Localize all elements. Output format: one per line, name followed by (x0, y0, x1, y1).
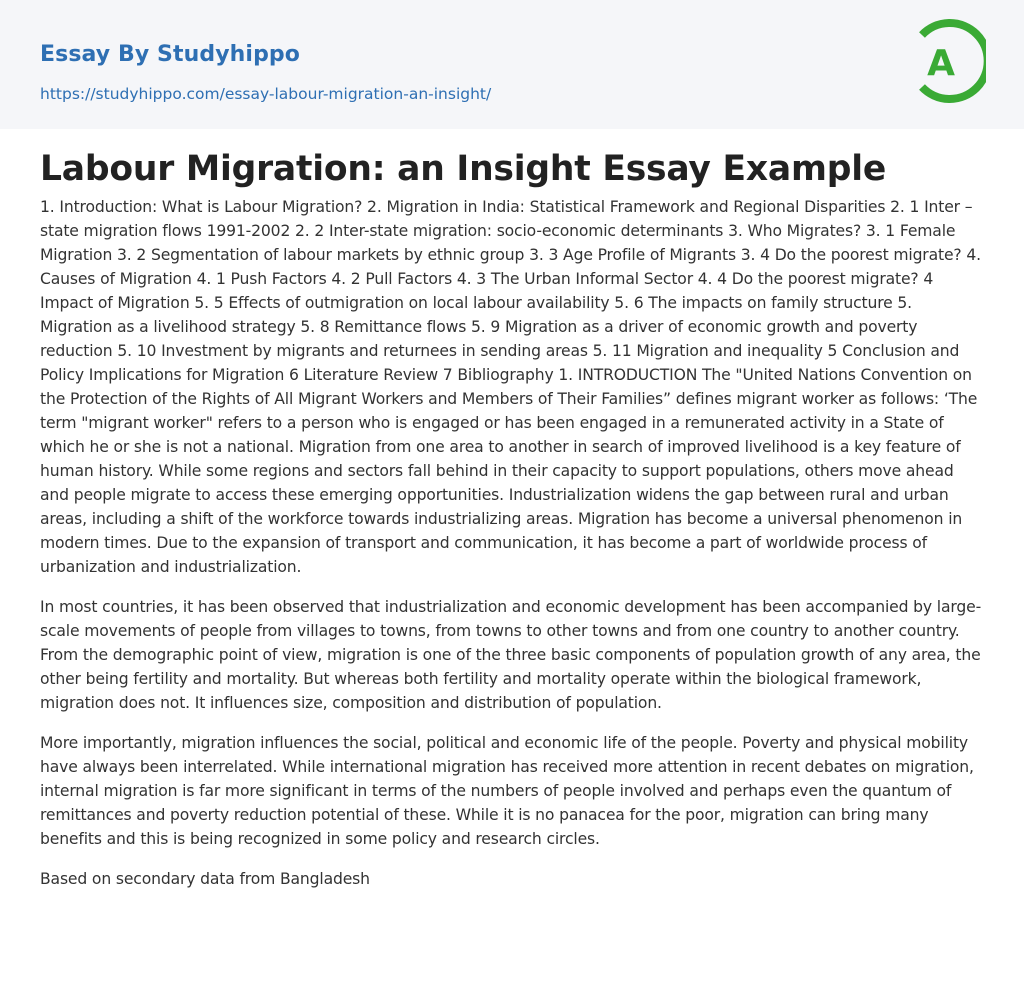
article-paragraph: In most countries, it has been observed that industrialization and economic development has been accompanied by large-scale movements of people from villages to towns, from towns to other towns and from one country to another country. From the demographic point of view, migration is one of the three basic components of population growth of any area, the other being fertility and mortality. But whereas both fertility and mortality operate within the biological framework, migration does not. It influences size, composition and distribution of population. (40, 598, 982, 712)
article-title: Labour Migration: an Insight Essay Example (40, 149, 887, 189)
article-body (0, 147, 1024, 891)
studyhippo-logo-icon[interactable] (914, 18, 986, 104)
article-paragraph: More importantly, migration influences the social, political and economic life of the people. Poverty and physical mobility have always been interrelated. While international migration has received more attention in recent debates on migration, internal migration is far more significant in terms of the numbers of people involved and perhaps even the quantum of remittances and poverty reduction potential of these. While it is no panacea for the poor, migration can bring many benefits and this is being recognized in some policy and research circles. (40, 734, 974, 848)
article-paragraph: Based on secondary data from Bangladesh (40, 870, 370, 888)
site-brand[interactable]: Essay By Studyhippo (40, 42, 300, 67)
site-header (0, 0, 1024, 129)
essay-url-link[interactable]: https://studyhippo.com/essay-labour-migration-an-insight/ (40, 85, 492, 103)
article-paragraph: 1. Introduction: What is Labour Migration? 2. Migration in India: Statistical Framework and Regional Disparities 2. 1 Inter – state migration flows 1991-2002 2. 2 Inter-state migration: socio-economic determinants 3. Who Migrates? 3. 1 Female Migration 3. 2 Segmentation of labour markets by ethnic group 3. 3 Age Profile of Migrants 3. 4 Do the poorest migrate? 4. Causes of Migration 4. 1 Push Factors 4. 2 Pull Factors 4. 3 The Urban Informal Sector 4. 4 Do the poorest migrate? 4 Impact of Migration 5. 5 Effects of outmigration on local labour availability 5. 6 The impacts on family structure 5. Migration as a livelihood strategy 5. 8 Remittance flows 5. 9 Migration as a driver of economic growth and poverty reduction 5. 10 Investment by migrants and returnees in sending areas 5. 11 Migration and inequality 5 Conclusion and Policy Implications for Migration 6 Literature Review 7 Bibliography 1. INTRODUCTION The "United Nations Convention on the Protection of the Rights of All Migrant Workers and Members of Their Families” defines migrant worker as follows: ‘The term "migrant worker" refers to a person who is engaged or has been engaged in a remunerated activity in a State of which he or she is not a national. Migration from one area to another in search of improved livelihood is a key feature of human history. While some regions and sectors fall behind in their capacity to support populations, others move ahead and people migrate to access these emerging opportunities. Industrialization widens the gap between rural and urban areas, including a shift of the workforce towards industrializing areas. Migration has become a universal phenomenon in modern times. Due to the expansion of transport and communication, it has become a part of worldwide process of urbanization and industrialization. (40, 198, 981, 576)
logo-letter: A (927, 43, 955, 84)
